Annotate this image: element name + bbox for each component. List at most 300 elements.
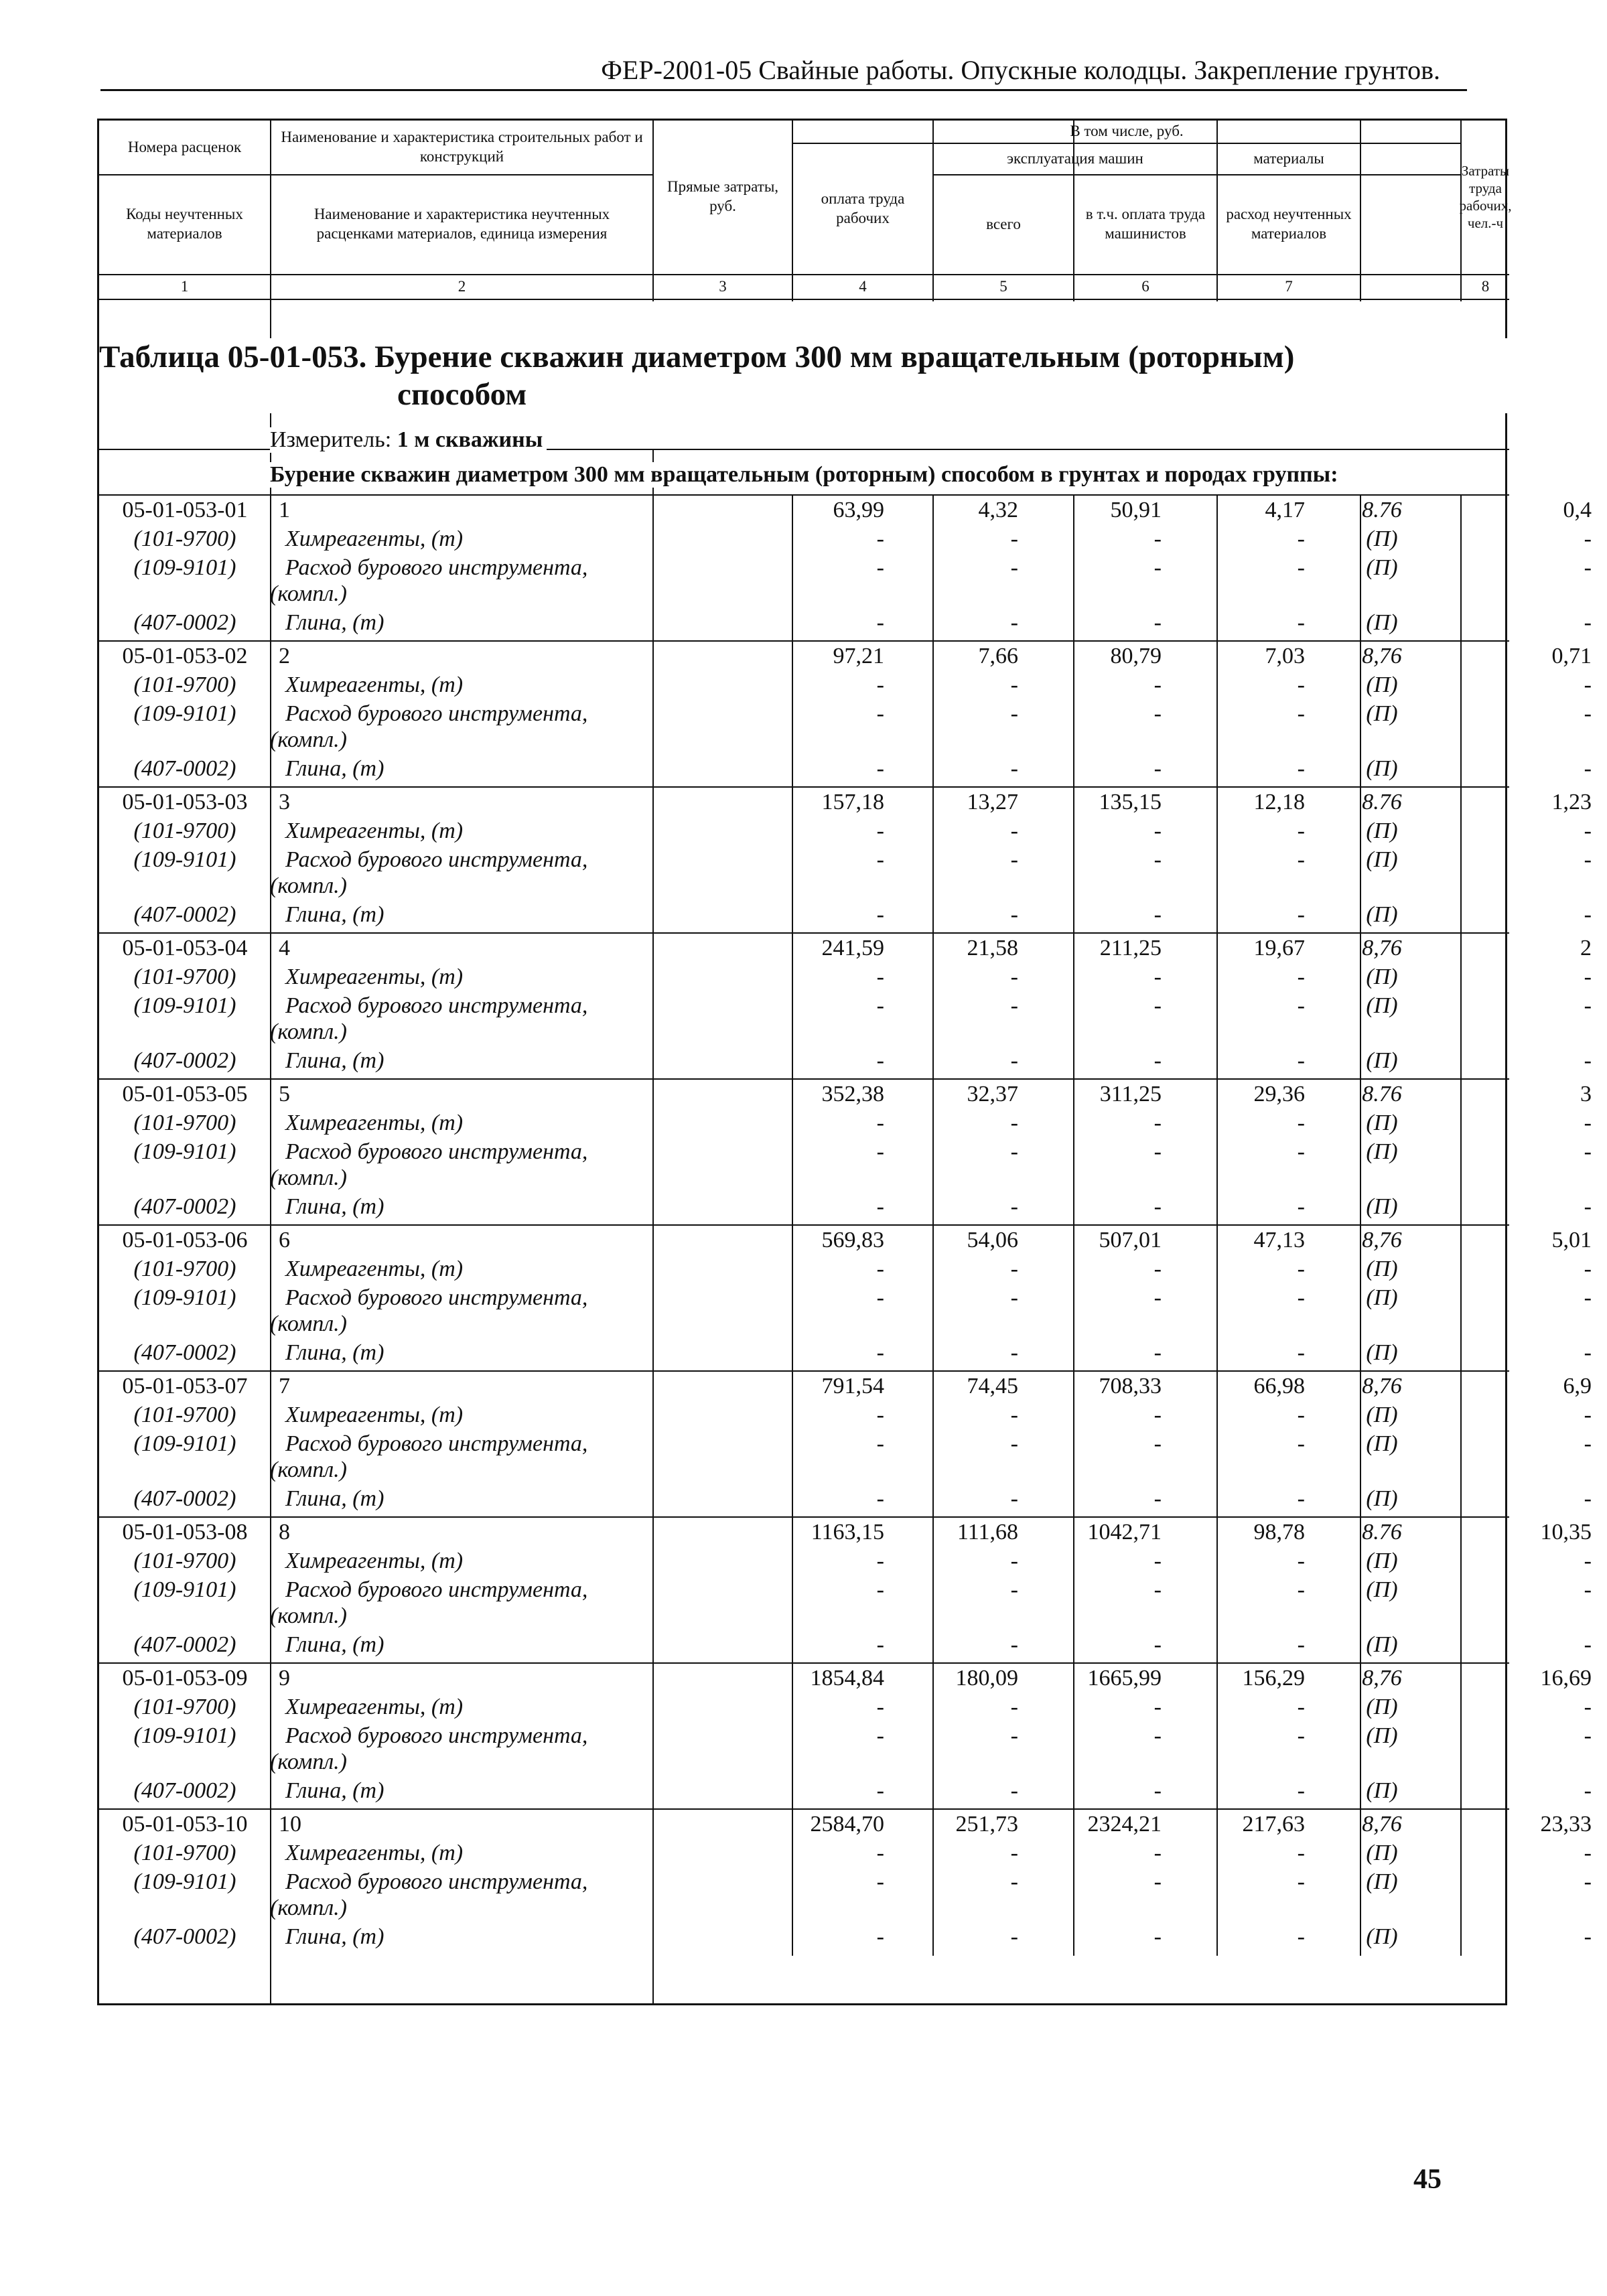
material-code: (109-9101) bbox=[133, 1869, 236, 1894]
dash: - bbox=[1154, 1139, 1162, 1164]
dash: - bbox=[1297, 1632, 1305, 1657]
dash: - bbox=[1584, 964, 1592, 989]
header-rate-numbers: Номера расценок bbox=[127, 138, 242, 155]
dash: - bbox=[1154, 555, 1162, 580]
rate-group bbox=[99, 1810, 1592, 1956]
rate-table bbox=[97, 119, 1592, 2005]
dash: - bbox=[1010, 1695, 1018, 1719]
dash: - bbox=[1297, 526, 1305, 551]
dash: - bbox=[1010, 756, 1018, 781]
material-name-cont: (компл.) bbox=[270, 1895, 347, 1920]
machines-total-value: 1665,99 bbox=[1087, 1666, 1162, 1691]
material-mark: (П) bbox=[1366, 526, 1398, 551]
material-name: Глина, (т) bbox=[285, 1924, 385, 1949]
dash: - bbox=[1584, 1486, 1592, 1511]
dash: - bbox=[1010, 902, 1018, 927]
rate-group bbox=[99, 1372, 1592, 1518]
material-mark: (П) bbox=[1366, 555, 1398, 580]
header-materials: материалы bbox=[1253, 150, 1324, 167]
header-number: 3 bbox=[719, 277, 727, 295]
dash: - bbox=[1584, 1632, 1592, 1657]
header-labor: Затраты труда рабочих, чел.-ч bbox=[1459, 162, 1512, 232]
header-number: 7 bbox=[1285, 277, 1293, 295]
dash: - bbox=[1010, 1778, 1018, 1803]
worker-wages-value: 74,45 bbox=[967, 1374, 1018, 1398]
material-mark: (П) bbox=[1366, 1285, 1398, 1310]
worker-wages-value: 21,58 bbox=[967, 936, 1018, 960]
dash: - bbox=[1010, 1841, 1018, 1865]
material-mark: (П) bbox=[1366, 1110, 1398, 1135]
header-number: 2 bbox=[458, 277, 466, 295]
material-mark: (П) bbox=[1366, 1431, 1398, 1456]
dash: - bbox=[1154, 847, 1162, 872]
dash: - bbox=[1297, 847, 1305, 872]
dash: - bbox=[1154, 1924, 1162, 1949]
material-mark: (П) bbox=[1366, 672, 1398, 697]
material-mark: (П) bbox=[1366, 818, 1398, 843]
direct-costs-value: 2584,70 bbox=[810, 1812, 884, 1837]
header-direct-costs: Прямые затраты, руб. bbox=[667, 178, 779, 214]
dash: - bbox=[1010, 1340, 1018, 1365]
header-number: 5 bbox=[999, 277, 1007, 295]
dash: - bbox=[1297, 964, 1305, 989]
header-machinist-wages: в т.ч. оплата труда машинистов bbox=[1085, 206, 1206, 242]
page-number: 45 bbox=[1413, 2164, 1442, 2195]
header-worker-wages: оплата труда рабочих bbox=[821, 190, 905, 226]
section-title: Бурение скважин диаметром 300 мм вращательным (роторным) способом в грунтах и породах группы: bbox=[270, 462, 1338, 487]
dash: - bbox=[1010, 1549, 1018, 1573]
dash: - bbox=[876, 1486, 884, 1511]
dash: - bbox=[1154, 1048, 1162, 1073]
worker-wages-value: 4,32 bbox=[978, 498, 1018, 522]
rate-code: 05-01-053-03 bbox=[122, 790, 248, 814]
dash: - bbox=[1010, 964, 1018, 989]
material-mark: (П) bbox=[1366, 1194, 1398, 1219]
material-mark: (П) bbox=[1366, 847, 1398, 872]
dash: - bbox=[1154, 1778, 1162, 1803]
dash: - bbox=[1584, 1841, 1592, 1865]
material-name: Химреагенты, (т) bbox=[285, 964, 464, 989]
dash: - bbox=[1584, 1549, 1592, 1573]
worker-wages-value: 54,06 bbox=[967, 1228, 1018, 1252]
dash: - bbox=[876, 756, 884, 781]
dash: - bbox=[876, 1431, 884, 1456]
direct-costs-value: 97,21 bbox=[833, 644, 884, 668]
soil-group: 4 bbox=[279, 936, 290, 960]
material-mark: (П) bbox=[1366, 902, 1398, 927]
measure-unit: Измеритель: 1 м скважины bbox=[270, 427, 547, 453]
direct-costs-value: 569,83 bbox=[821, 1228, 884, 1252]
material-code: (407-0002) bbox=[133, 1340, 236, 1365]
material-mark: (П) bbox=[1366, 1695, 1398, 1719]
direct-costs-value: 241,59 bbox=[821, 936, 884, 960]
dash: - bbox=[1297, 1340, 1305, 1365]
dash: - bbox=[1010, 672, 1018, 697]
labor-value: 5,01 bbox=[1551, 1228, 1592, 1252]
material-code: (101-9700) bbox=[133, 526, 236, 551]
soil-group: 3 bbox=[279, 790, 290, 814]
material-mark: (П) bbox=[1366, 1841, 1398, 1865]
rate-code: 05-01-053-04 bbox=[122, 936, 248, 960]
material-name: Химреагенты, (т) bbox=[285, 818, 464, 843]
dash: - bbox=[1010, 1110, 1018, 1135]
materials-value: 8,76 bbox=[1362, 644, 1402, 668]
machines-total-value: 2324,21 bbox=[1087, 1812, 1162, 1837]
table-title-line-2: способом bbox=[397, 377, 527, 412]
dash: - bbox=[1010, 1431, 1018, 1456]
material-code: (109-9101) bbox=[133, 701, 236, 726]
dash: - bbox=[1584, 1139, 1592, 1164]
dash: - bbox=[876, 701, 884, 726]
dash: - bbox=[1154, 1194, 1162, 1219]
dash: - bbox=[1010, 818, 1018, 843]
dash: - bbox=[1010, 1632, 1018, 1657]
material-name-cont: (компл.) bbox=[270, 1603, 347, 1628]
dash: - bbox=[876, 1577, 884, 1602]
dash: - bbox=[1584, 818, 1592, 843]
dash: - bbox=[1584, 847, 1592, 872]
material-name: Расход бурового инструмента, bbox=[285, 993, 588, 1018]
soil-group: 2 bbox=[279, 644, 290, 668]
dash: - bbox=[1154, 1340, 1162, 1365]
header-number: 6 bbox=[1141, 277, 1149, 295]
material-code: (109-9101) bbox=[133, 847, 236, 872]
dash: - bbox=[1297, 672, 1305, 697]
dash: - bbox=[1584, 1924, 1592, 1949]
dash: - bbox=[1154, 1695, 1162, 1719]
dash: - bbox=[1154, 1486, 1162, 1511]
dash: - bbox=[876, 1632, 884, 1657]
material-mark: (П) bbox=[1366, 756, 1398, 781]
dash: - bbox=[876, 1048, 884, 1073]
material-code: (109-9101) bbox=[133, 1431, 236, 1456]
material-name: Расход бурового инструмента, bbox=[285, 1723, 588, 1748]
labor-value: 10,35 bbox=[1540, 1520, 1592, 1545]
material-code: (407-0002) bbox=[133, 1924, 236, 1949]
machinist-wages-value: 29,36 bbox=[1253, 1082, 1305, 1106]
header-machines-total: всего bbox=[986, 215, 1021, 232]
table-title-line-1: Таблица 05-01-053. Бурение скважин диаметром 300 мм вращательным (роторным) bbox=[99, 340, 1295, 374]
rate-group bbox=[99, 642, 1592, 788]
soil-group: 10 bbox=[279, 1812, 301, 1837]
rate-group bbox=[99, 496, 1592, 642]
material-code: (109-9101) bbox=[133, 555, 236, 580]
labor-value: 6,9 bbox=[1563, 1374, 1592, 1398]
machinist-wages-value: 156,29 bbox=[1242, 1666, 1305, 1691]
materials-value: 8.76 bbox=[1362, 1520, 1402, 1545]
material-name: Глина, (т) bbox=[285, 1340, 385, 1365]
dash: - bbox=[1297, 1841, 1305, 1865]
dash: - bbox=[876, 1403, 884, 1427]
machines-total-value: 311,25 bbox=[1099, 1082, 1162, 1106]
material-name: Химреагенты, (т) bbox=[285, 1110, 464, 1135]
rate-group bbox=[99, 788, 1592, 934]
material-mark: (П) bbox=[1366, 1340, 1398, 1365]
machinist-wages-value: 66,98 bbox=[1253, 1374, 1305, 1398]
dash: - bbox=[1297, 1924, 1305, 1949]
dash: - bbox=[876, 993, 884, 1018]
dash: - bbox=[876, 1340, 884, 1365]
dash: - bbox=[1154, 756, 1162, 781]
dash: - bbox=[876, 1869, 884, 1894]
dash: - bbox=[1297, 756, 1305, 781]
dash: - bbox=[1297, 1723, 1305, 1748]
machinist-wages-value: 7,03 bbox=[1265, 644, 1305, 668]
direct-costs-value: 1854,84 bbox=[810, 1666, 884, 1691]
material-mark: (П) bbox=[1366, 1632, 1398, 1657]
worker-wages-value: 111,68 bbox=[957, 1520, 1018, 1545]
dash: - bbox=[876, 1841, 884, 1865]
machinist-wages-value: 19,67 bbox=[1253, 936, 1305, 960]
material-name: Глина, (т) bbox=[285, 1778, 385, 1803]
dash: - bbox=[1154, 1431, 1162, 1456]
material-name-cont: (компл.) bbox=[270, 1165, 347, 1190]
header-material-codes: Коды неучтенных материалов bbox=[126, 206, 243, 242]
dash: - bbox=[1297, 1110, 1305, 1135]
header-number: 4 bbox=[859, 277, 867, 295]
dash: - bbox=[1584, 1048, 1592, 1073]
material-code: (407-0002) bbox=[133, 1632, 236, 1657]
dash: - bbox=[1584, 1723, 1592, 1748]
dash: - bbox=[1154, 1632, 1162, 1657]
dash: - bbox=[1584, 1577, 1592, 1602]
worker-wages-value: 13,27 bbox=[967, 790, 1018, 814]
soil-group: 9 bbox=[279, 1666, 290, 1691]
labor-value: 1,23 bbox=[1551, 790, 1592, 814]
materials-value: 8,76 bbox=[1362, 1812, 1402, 1837]
dash: - bbox=[1154, 818, 1162, 843]
dash: - bbox=[1584, 993, 1592, 1018]
dash: - bbox=[1154, 1257, 1162, 1281]
dash: - bbox=[1297, 1139, 1305, 1164]
soil-group: 6 bbox=[279, 1228, 290, 1252]
dash: - bbox=[1584, 1695, 1592, 1719]
material-code: (407-0002) bbox=[133, 1048, 236, 1073]
materials-value: 8,76 bbox=[1362, 1374, 1402, 1398]
dash: - bbox=[876, 1695, 884, 1719]
dash: - bbox=[1584, 526, 1592, 551]
rate-code: 05-01-053-09 bbox=[122, 1666, 248, 1691]
dash: - bbox=[876, 902, 884, 927]
dash: - bbox=[876, 672, 884, 697]
material-name: Расход бурового инструмента, bbox=[285, 1139, 588, 1164]
dash: - bbox=[876, 610, 884, 635]
soil-group: 7 bbox=[279, 1374, 290, 1398]
dash: - bbox=[1010, 1486, 1018, 1511]
header-number: 8 bbox=[1481, 277, 1490, 295]
material-mark: (П) bbox=[1366, 993, 1398, 1018]
material-code: (407-0002) bbox=[133, 1486, 236, 1511]
dash: - bbox=[1584, 1110, 1592, 1135]
dash: - bbox=[1010, 526, 1018, 551]
dash: - bbox=[1154, 1723, 1162, 1748]
material-name: Расход бурового инструмента, bbox=[285, 1285, 588, 1310]
dash: - bbox=[876, 1549, 884, 1573]
dash: - bbox=[1010, 701, 1018, 726]
table-title bbox=[99, 338, 1509, 413]
material-name: Глина, (т) bbox=[285, 1194, 385, 1219]
dash: - bbox=[1010, 1048, 1018, 1073]
rate-code: 05-01-053-01 bbox=[122, 498, 248, 522]
material-name: Химреагенты, (т) bbox=[285, 526, 464, 551]
material-code: (407-0002) bbox=[133, 902, 236, 927]
direct-costs-value: 791,54 bbox=[821, 1374, 884, 1398]
material-mark: (П) bbox=[1366, 964, 1398, 989]
material-name-cont: (компл.) bbox=[270, 727, 347, 752]
material-mark: (П) bbox=[1366, 1778, 1398, 1803]
material-mark: (П) bbox=[1366, 1869, 1398, 1894]
material-code: (101-9700) bbox=[133, 1695, 236, 1719]
rate-code: 05-01-053-08 bbox=[122, 1520, 248, 1545]
material-mark: (П) bbox=[1366, 1257, 1398, 1281]
material-code: (109-9101) bbox=[133, 1139, 236, 1164]
direct-costs-value: 63,99 bbox=[833, 498, 884, 522]
dash: - bbox=[876, 526, 884, 551]
dash: - bbox=[1154, 902, 1162, 927]
dash: - bbox=[1584, 555, 1592, 580]
dash: - bbox=[1154, 1403, 1162, 1427]
material-name: Расход бурового инструмента, bbox=[285, 847, 588, 872]
dash: - bbox=[1010, 1285, 1018, 1310]
material-name-cont: (компл.) bbox=[270, 1019, 347, 1044]
dash: - bbox=[1297, 818, 1305, 843]
material-code: (109-9101) bbox=[133, 1285, 236, 1310]
dash: - bbox=[1010, 847, 1018, 872]
material-code: (109-9101) bbox=[133, 1723, 236, 1748]
dash: - bbox=[1297, 1194, 1305, 1219]
dash: - bbox=[1010, 1257, 1018, 1281]
material-code: (101-9700) bbox=[133, 818, 236, 843]
material-code: (109-9101) bbox=[133, 993, 236, 1018]
dash: - bbox=[1584, 1285, 1592, 1310]
material-name: Расход бурового инструмента, bbox=[285, 555, 588, 580]
machines-total-value: 135,15 bbox=[1099, 790, 1162, 814]
labor-value: 0,71 bbox=[1551, 644, 1592, 668]
soil-group: 8 bbox=[279, 1520, 290, 1545]
material-name-cont: (компл.) bbox=[270, 1749, 347, 1774]
soil-group: 1 bbox=[279, 498, 290, 522]
material-mark: (П) bbox=[1366, 610, 1398, 635]
dash: - bbox=[1154, 672, 1162, 697]
dash: - bbox=[1297, 993, 1305, 1018]
dash: - bbox=[1154, 964, 1162, 989]
dash: - bbox=[876, 1285, 884, 1310]
dash: - bbox=[876, 1924, 884, 1949]
dash: - bbox=[876, 818, 884, 843]
labor-value: 16,69 bbox=[1540, 1666, 1592, 1691]
machinist-wages-value: 217,63 bbox=[1242, 1812, 1305, 1837]
material-code: (407-0002) bbox=[133, 756, 236, 781]
machines-total-value: 708,33 bbox=[1099, 1374, 1162, 1398]
measure-unit-value: 1 м скважины bbox=[397, 427, 543, 452]
material-name: Расход бурового инструмента, bbox=[285, 1431, 588, 1456]
dash: - bbox=[1584, 1194, 1592, 1219]
machines-total-value: 1042,71 bbox=[1087, 1520, 1162, 1545]
header-including: В том числе, руб. bbox=[1070, 123, 1184, 140]
rate-code: 05-01-053-05 bbox=[122, 1082, 248, 1106]
dash: - bbox=[1297, 1549, 1305, 1573]
rate-code: 05-01-053-06 bbox=[122, 1228, 248, 1252]
dash: - bbox=[876, 1139, 884, 1164]
header-material-name: Наименование и характеристика неучтенных расценками материалов, единица измерения bbox=[313, 206, 610, 242]
dash: - bbox=[1297, 1778, 1305, 1803]
dash: - bbox=[876, 1110, 884, 1135]
dash: - bbox=[1297, 1695, 1305, 1719]
direct-costs-value: 1163,15 bbox=[811, 1520, 884, 1545]
worker-wages-value: 251,73 bbox=[955, 1812, 1018, 1837]
material-name: Расход бурового инструмента, bbox=[285, 1869, 588, 1894]
materials-value: 8,76 bbox=[1362, 1666, 1402, 1691]
soil-group: 5 bbox=[279, 1082, 290, 1106]
dash: - bbox=[1154, 993, 1162, 1018]
dash: - bbox=[1010, 610, 1018, 635]
rate-code: 05-01-053-02 bbox=[122, 644, 248, 668]
material-name: Химреагенты, (т) bbox=[285, 1695, 464, 1719]
dash: - bbox=[1584, 610, 1592, 635]
material-code: (101-9700) bbox=[133, 964, 236, 989]
rate-code: 05-01-053-10 bbox=[122, 1812, 248, 1837]
dash: - bbox=[876, 964, 884, 989]
material-mark: (П) bbox=[1366, 701, 1398, 726]
dash: - bbox=[876, 847, 884, 872]
material-name: Химреагенты, (т) bbox=[285, 1403, 464, 1427]
dash: - bbox=[1154, 1549, 1162, 1573]
dash: - bbox=[1297, 610, 1305, 635]
material-name: Химреагенты, (т) bbox=[285, 1841, 464, 1865]
dash: - bbox=[876, 555, 884, 580]
labor-value: 23,33 bbox=[1540, 1812, 1592, 1837]
material-name: Расход бурового инструмента, bbox=[285, 701, 588, 726]
materials-value: 8.76 bbox=[1362, 498, 1402, 522]
material-code: (407-0002) bbox=[133, 1194, 236, 1219]
header-work-name: Наименование и характеристика строительных работ и конструкций bbox=[281, 129, 643, 165]
dash: - bbox=[1584, 1431, 1592, 1456]
direct-costs-value: 157,18 bbox=[821, 790, 884, 814]
material-mark: (П) bbox=[1366, 1549, 1398, 1573]
labor-value: 3 bbox=[1580, 1082, 1592, 1106]
dash: - bbox=[1584, 1403, 1592, 1427]
machines-total-value: 507,01 bbox=[1099, 1228, 1162, 1252]
header-machine-operation: эксплуатация машин bbox=[1007, 150, 1143, 167]
material-code: (109-9101) bbox=[133, 1577, 236, 1602]
dash: - bbox=[1010, 993, 1018, 1018]
material-mark: (П) bbox=[1366, 1403, 1398, 1427]
material-name: Химреагенты, (т) bbox=[285, 672, 464, 697]
dash: - bbox=[1584, 902, 1592, 927]
running-header: ФЕР-2001-05 Свайные работы. Опускные колодцы. Закрепление грунтов. bbox=[100, 50, 1467, 91]
material-name: Глина, (т) bbox=[285, 756, 385, 781]
material-code: (101-9700) bbox=[133, 1403, 236, 1427]
material-name-cont: (компл.) bbox=[270, 1457, 347, 1482]
materials-value: 8.76 bbox=[1362, 790, 1402, 814]
dash: - bbox=[1154, 610, 1162, 635]
worker-wages-value: 32,37 bbox=[967, 1082, 1018, 1106]
materials-value: 8,76 bbox=[1362, 936, 1402, 960]
dash: - bbox=[1584, 701, 1592, 726]
dash: - bbox=[1297, 902, 1305, 927]
material-mark: (П) bbox=[1366, 1924, 1398, 1949]
dash: - bbox=[1154, 1577, 1162, 1602]
rate-group bbox=[99, 1664, 1592, 1810]
header-unaccounted-materials: расход неучтенных материалов bbox=[1226, 206, 1352, 242]
dash: - bbox=[1584, 672, 1592, 697]
machinist-wages-value: 98,78 bbox=[1253, 1520, 1305, 1545]
dash: - bbox=[1584, 756, 1592, 781]
worker-wages-value: 180,09 bbox=[955, 1666, 1018, 1691]
dash: - bbox=[1154, 1869, 1162, 1894]
dash: - bbox=[1010, 1139, 1018, 1164]
material-mark: (П) bbox=[1366, 1048, 1398, 1073]
